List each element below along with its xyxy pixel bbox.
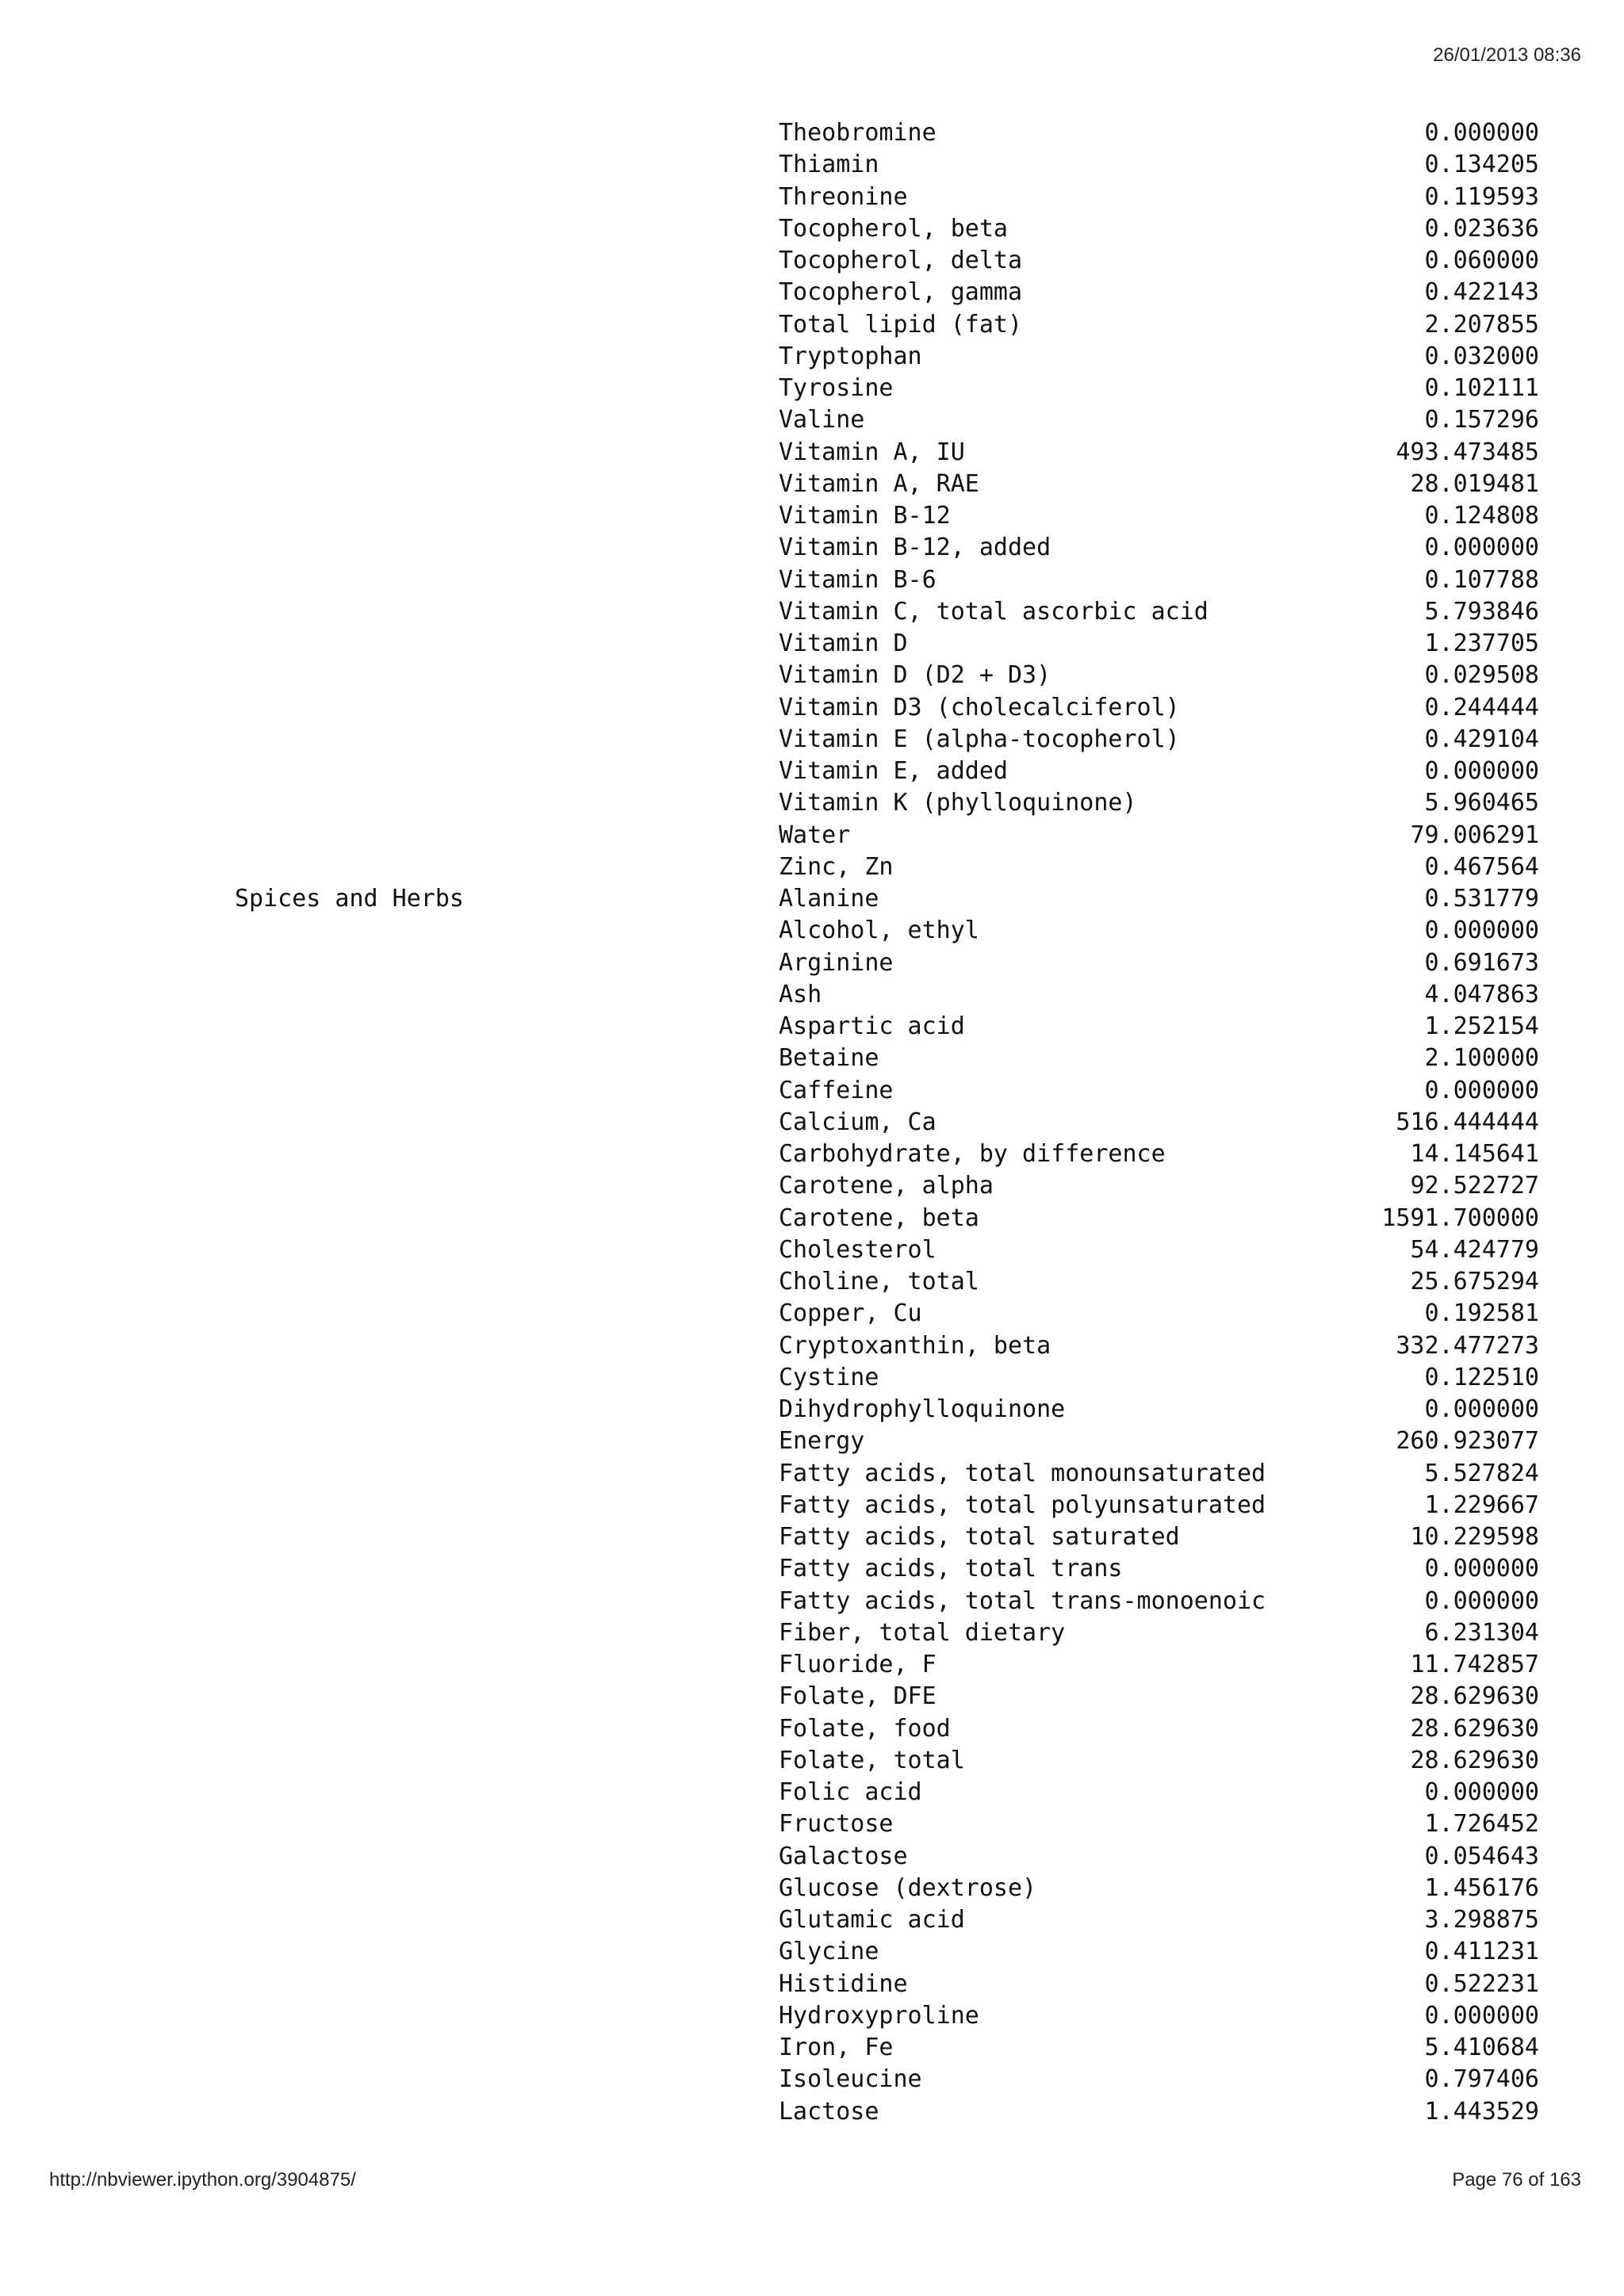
table-row	[0, 182, 1624, 213]
nutrient-name-cell: Glutamic acid	[779, 1906, 965, 1934]
nutrient-value-cell: 28.629630	[1410, 1682, 1539, 1711]
nutrient-value-cell: 0.000000	[1424, 1395, 1539, 1423]
nutrient-value-cell: 0.000000	[1424, 2001, 1539, 2030]
table-row	[0, 1936, 1624, 1968]
table-row	[0, 1362, 1624, 1394]
table-row	[0, 1649, 1624, 1681]
nutrient-name-cell: Histidine	[779, 1969, 908, 1998]
table-row	[0, 1808, 1624, 1840]
nutrient-name-cell: Vitamin B-12, added	[779, 534, 1051, 562]
table-row	[0, 2064, 1624, 2095]
table-row	[0, 915, 1624, 947]
table-row	[0, 1777, 1624, 1808]
nutrient-value-cell: 0.060000	[1424, 247, 1539, 274]
table-row	[0, 1107, 1624, 1138]
nutrient-value-cell: 4.047863	[1424, 980, 1539, 1008]
nutrient-name-cell: Glucose (dextrose)	[779, 1873, 1037, 1902]
table-row	[0, 1490, 1624, 1521]
table-row	[0, 2000, 1624, 2032]
table-row	[0, 1043, 1624, 1074]
table-row	[0, 1138, 1624, 1170]
nutrient-value-cell: 1591.700000	[1381, 1203, 1539, 1232]
nutrient-name-cell: Folic acid	[779, 1778, 922, 1806]
nutrient-name-cell: Dihydrophylloquinone	[779, 1395, 1066, 1423]
table-row	[0, 851, 1624, 883]
nutrient-value-cell: 493.473485	[1396, 438, 1539, 466]
nutrient-name-cell: Fiber, total dietary	[779, 1618, 1066, 1647]
nutrient-value-cell: 28.629630	[1410, 1714, 1539, 1743]
nutrient-value-cell: 516.444444	[1396, 1108, 1539, 1136]
nutrient-name-cell: Hydroxyproline	[779, 2001, 979, 2030]
nutrient-name-cell: Vitamin A, IU	[779, 438, 965, 466]
table-row	[0, 1681, 1624, 1712]
table-row	[0, 437, 1624, 469]
table-row	[0, 2096, 1624, 2128]
table-row	[0, 500, 1624, 532]
table-row	[0, 1521, 1624, 1553]
nutrient-name-cell: Folate, food	[779, 1714, 951, 1743]
nutrient-name-cell: Theobromine	[779, 119, 936, 147]
nutrient-value-cell: 0.000000	[1424, 1555, 1539, 1583]
nutrient-name-cell: Isoleucine	[779, 2065, 922, 2094]
nutrient-name-cell: Threonine	[779, 182, 908, 211]
table-row	[0, 1266, 1624, 1298]
nutrient-name-cell: Fatty acids, total trans-monoenoic	[779, 1586, 1266, 1615]
table-row	[0, 469, 1624, 500]
nutrient-value-cell: 0.411231	[1424, 1938, 1539, 1966]
nutrient-value-cell: 0.107788	[1424, 565, 1539, 594]
table-row	[0, 947, 1624, 979]
table-row	[0, 1904, 1624, 1936]
table-row	[0, 277, 1624, 308]
table-row	[0, 1553, 1624, 1585]
nutrient-name-cell: Vitamin B-6	[779, 565, 936, 594]
table-row	[0, 692, 1624, 724]
nutrient-value-cell: 0.000000	[1424, 1586, 1539, 1615]
nutrient-value-cell: 92.522727	[1410, 1172, 1539, 1200]
nutrient-name-cell: Vitamin D	[779, 629, 908, 657]
nutrient-value-cell: 0.422143	[1424, 278, 1539, 307]
nutrient-value-cell: 0.467564	[1424, 852, 1539, 881]
nutrient-name-cell: Copper, Cu	[779, 1299, 922, 1328]
nutrient-value-cell: 0.000000	[1424, 757, 1539, 785]
nutrient-value-cell: 54.424779	[1410, 1235, 1539, 1264]
nutrient-value-cell: 14.145641	[1410, 1140, 1539, 1168]
nutrient-value-cell: 0.124808	[1424, 502, 1539, 530]
nutrient-name-cell: Alcohol, ethyl	[779, 916, 979, 945]
nutrient-name-cell: Alanine	[779, 885, 879, 913]
footer-page-number: Page 76 of 163	[1452, 2169, 1581, 2191]
nutrient-value-cell: 5.793846	[1424, 597, 1539, 626]
nutrient-name-cell: Caffeine	[779, 1076, 894, 1104]
nutrient-name-cell: Fatty acids, total saturated	[779, 1523, 1180, 1551]
nutrient-value-cell: 0.134205	[1424, 151, 1539, 179]
nutrient-value-cell: 1.443529	[1424, 2097, 1539, 2126]
nutrient-value-cell: 0.157296	[1424, 406, 1539, 434]
table-row	[0, 1873, 1624, 1904]
nutrient-name-cell: Tocopherol, gamma	[779, 278, 1023, 307]
nutrient-value-cell: 79.006291	[1410, 821, 1539, 849]
nutrient-value-cell: 332.477273	[1396, 1331, 1539, 1360]
nutrient-name-cell: Vitamin E, added	[779, 757, 1008, 785]
nutrient-value-cell: 0.029508	[1424, 661, 1539, 690]
nutrient-value-cell: 0.000000	[1424, 916, 1539, 945]
table-row	[0, 820, 1624, 851]
nutrient-value-cell: 0.119593	[1424, 182, 1539, 211]
nutrient-name-cell: Energy	[779, 1427, 865, 1456]
nutrient-value-cell: 0.000000	[1424, 119, 1539, 147]
nutrient-value-cell: 5.527824	[1424, 1459, 1539, 1487]
nutrient-value-cell: 2.100000	[1424, 1044, 1539, 1073]
nutrient-name-cell: Fluoride, F	[779, 1651, 936, 1678]
nutrient-name-cell: Vitamin B-12	[779, 502, 951, 530]
nutrient-value-cell: 25.675294	[1410, 1268, 1539, 1295]
nutrient-value-cell: 0.032000	[1424, 342, 1539, 370]
table-row	[0, 596, 1624, 628]
nutrient-name-cell: Vitamin D (D2 + D3)	[779, 661, 1051, 690]
nutrient-value-cell: 0.023636	[1424, 214, 1539, 243]
table-row	[0, 213, 1624, 245]
nutrient-value-cell: 5.410684	[1424, 2034, 1539, 2061]
nutrient-name-cell: Carbohydrate, by difference	[779, 1140, 1166, 1168]
table-row	[0, 979, 1624, 1011]
nutrient-value-cell: 0.000000	[1424, 534, 1539, 562]
nutrient-name-cell: Fatty acids, total trans	[779, 1555, 1123, 1583]
nutrient-value-cell: 28.019481	[1410, 469, 1539, 498]
nutrient-value-cell: 3.298875	[1424, 1906, 1539, 1934]
food-group-cell: Spices and Herbs	[235, 885, 464, 913]
table-row	[0, 628, 1624, 660]
table-row	[0, 883, 1624, 915]
nutrient-name-cell: Vitamin K (phylloquinone)	[779, 789, 1137, 817]
nutrient-name-cell: Tryptophan	[779, 342, 922, 370]
nutrient-name-cell: Calcium, Ca	[779, 1108, 936, 1136]
table-row	[0, 149, 1624, 181]
nutrient-name-cell: Vitamin C, total ascorbic acid	[779, 597, 1208, 626]
nutrient-value-cell: 0.000000	[1424, 1076, 1539, 1104]
nutrient-value-cell: 0.797406	[1424, 2065, 1539, 2094]
table-row	[0, 1713, 1624, 1745]
table-row	[0, 404, 1624, 436]
nutrient-name-cell: Fatty acids, total polyunsaturated	[779, 1490, 1266, 1519]
table-row	[0, 756, 1624, 787]
table-row	[0, 1298, 1624, 1330]
nutrient-value-cell: 260.923077	[1396, 1427, 1539, 1456]
nutrient-name-cell: Fructose	[779, 1810, 894, 1839]
nutrient-value-cell: 6.231304	[1424, 1618, 1539, 1647]
nutrient-name-cell: Folate, DFE	[779, 1682, 936, 1711]
table-row	[0, 341, 1624, 373]
nutrient-name-cell: Valine	[779, 406, 865, 434]
nutrient-value-cell: 0.429104	[1424, 725, 1539, 753]
nutrient-name-cell: Vitamin E (alpha-tocopherol)	[779, 725, 1180, 753]
table-row	[0, 1203, 1624, 1234]
table-row	[0, 564, 1624, 596]
nutrient-value-cell: 0.102111	[1424, 374, 1539, 402]
table-row	[0, 787, 1624, 819]
nutrient-name-cell: Water	[779, 821, 851, 849]
table-row	[0, 1234, 1624, 1266]
print-timestamp: 26/01/2013 08:36	[1433, 44, 1581, 66]
nutrient-name-cell: Galactose	[779, 1842, 908, 1870]
nutrient-name-cell: Zinc, Zn	[779, 852, 894, 881]
table-row	[0, 1170, 1624, 1202]
table-row	[0, 373, 1624, 404]
nutrient-value-cell: 5.960465	[1424, 789, 1539, 817]
nutrient-value-cell: 1.726452	[1424, 1810, 1539, 1839]
nutrient-name-cell: Tocopherol, beta	[779, 214, 1008, 243]
table-row	[0, 724, 1624, 756]
table-row	[0, 1330, 1624, 1362]
nutrient-name-cell: Aspartic acid	[779, 1012, 965, 1040]
nutrient-name-cell: Glycine	[779, 1938, 879, 1966]
nutrient-value-cell: 28.629630	[1410, 1746, 1539, 1774]
nutrient-value-cell: 1.237705	[1424, 629, 1539, 657]
nutrient-name-cell: Folate, total	[779, 1746, 965, 1774]
nutrient-name-cell: Tyrosine	[779, 374, 894, 402]
nutrient-name-cell: Cholesterol	[779, 1235, 936, 1264]
nutrient-value-cell: 0.691673	[1424, 948, 1539, 977]
table-row	[0, 2032, 1624, 2064]
nutrient-value-cell: 10.229598	[1410, 1523, 1539, 1551]
nutrient-value-cell: 2.207855	[1424, 310, 1539, 339]
table-row	[0, 245, 1624, 277]
table-row	[0, 1458, 1624, 1490]
nutrient-value-cell: 0.244444	[1424, 693, 1539, 721]
nutrient-table	[0, 117, 1624, 2128]
nutrient-name-cell: Cryptoxanthin, beta	[779, 1331, 1051, 1360]
nutrient-name-cell: Ash	[779, 980, 822, 1008]
nutrient-name-cell: Vitamin D3 (cholecalciferol)	[779, 693, 1180, 721]
nutrient-value-cell: 1.229667	[1424, 1490, 1539, 1519]
nutrient-name-cell: Fatty acids, total monounsaturated	[779, 1459, 1266, 1487]
nutrient-value-cell: 1.252154	[1424, 1012, 1539, 1040]
table-row	[0, 1841, 1624, 1873]
table-row	[0, 1969, 1624, 2000]
nutrient-value-cell: 0.192581	[1424, 1299, 1539, 1328]
nutrient-name-cell: Betaine	[779, 1044, 879, 1073]
table-row	[0, 1075, 1624, 1107]
table-row	[0, 1011, 1624, 1043]
nutrient-name-cell: Carotene, beta	[779, 1203, 979, 1232]
table-row	[0, 532, 1624, 564]
nutrient-name-cell: Vitamin A, RAE	[779, 469, 979, 498]
footer-url: http://nbviewer.ipython.org/3904875/	[49, 2169, 356, 2191]
nutrient-name-cell: Carotene, alpha	[779, 1172, 994, 1200]
nutrient-name-cell: Arginine	[779, 948, 894, 977]
nutrient-value-cell: 11.742857	[1410, 1651, 1539, 1678]
table-row	[0, 1745, 1624, 1777]
nutrient-value-cell: 0.122510	[1424, 1363, 1539, 1391]
nutrient-value-cell: 1.456176	[1424, 1873, 1539, 1902]
nutrient-name-cell: Tocopherol, delta	[779, 247, 1023, 274]
nutrient-value-cell: 0.054643	[1424, 1842, 1539, 1870]
nutrient-name-cell: Choline, total	[779, 1268, 979, 1295]
nutrient-value-cell: 0.000000	[1424, 1778, 1539, 1806]
nutrient-name-cell: Lactose	[779, 2097, 879, 2126]
nutrient-value-cell: 0.522231	[1424, 1969, 1539, 1998]
table-row	[0, 309, 1624, 341]
nutrient-name-cell: Cystine	[779, 1363, 879, 1391]
table-row	[0, 1425, 1624, 1457]
nutrient-value-cell: 0.531779	[1424, 885, 1539, 913]
table-row	[0, 1394, 1624, 1425]
table-row	[0, 117, 1624, 149]
table-row	[0, 1586, 1624, 1617]
table-row	[0, 1617, 1624, 1649]
table-row	[0, 660, 1624, 691]
nutrient-name-cell: Total lipid (fat)	[779, 310, 1023, 339]
nutrient-name-cell: Thiamin	[779, 151, 879, 179]
nutrient-name-cell: Iron, Fe	[779, 2034, 894, 2061]
